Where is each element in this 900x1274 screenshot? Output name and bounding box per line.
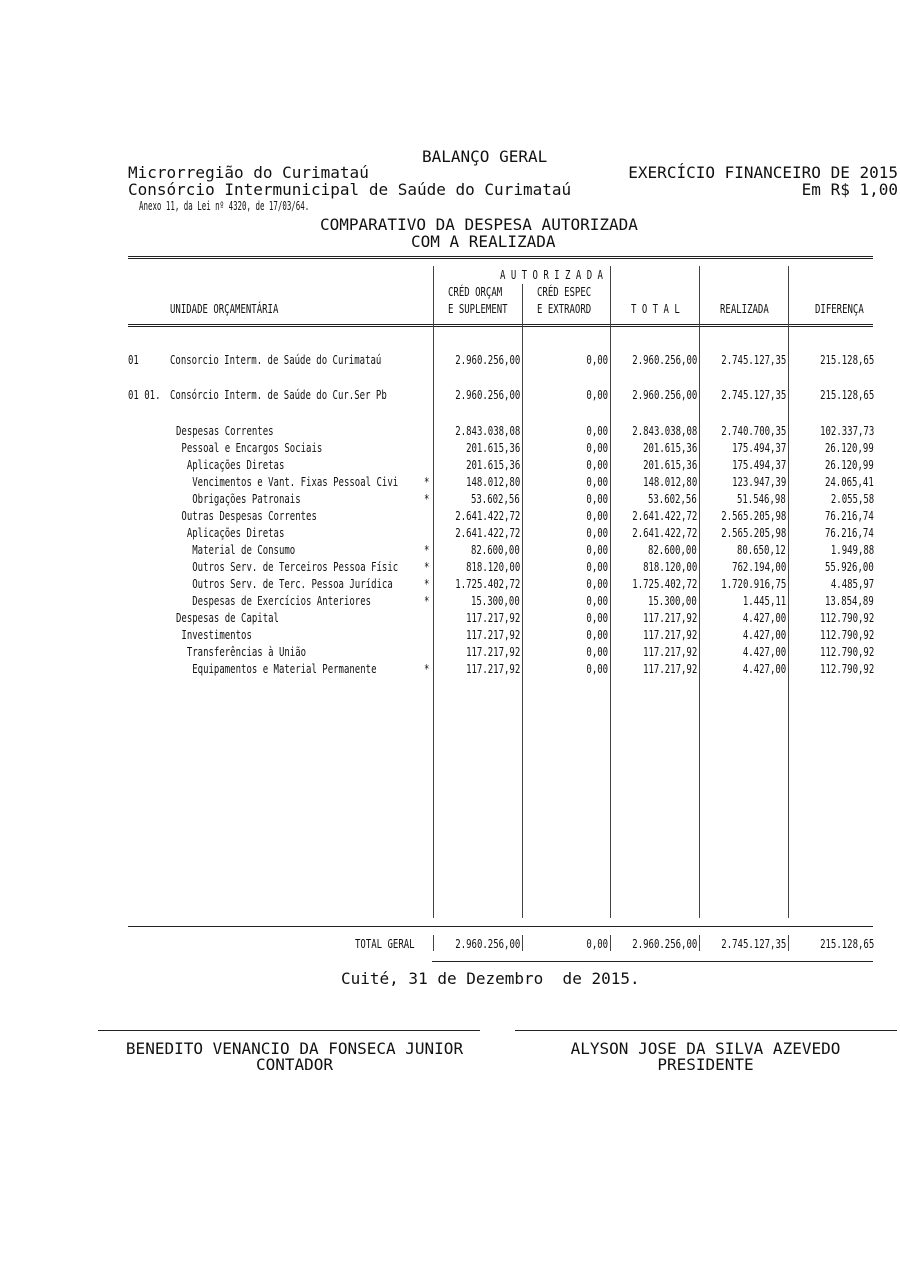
entity-name: Consórcio Intermunicipal de Saúde do Curimataú <box>128 180 572 199</box>
cell-cred-orcam: 53.602,56 <box>471 491 520 506</box>
cell-total: 15.300,00 <box>648 593 697 608</box>
cell-total: 2.843.038,08 <box>631 423 697 438</box>
report-subtitle-2: COM A REALIZADA <box>411 232 556 251</box>
row-marker: * <box>424 542 430 557</box>
cell-realizada: 175.494,37 <box>731 440 786 455</box>
col-divider <box>788 266 789 918</box>
row-label: Aplicações Diretas <box>176 525 285 540</box>
cell-realizada: 4.427,00 <box>742 644 786 659</box>
total-realizada: 2.745.127,35 <box>720 936 786 951</box>
cell-cred-orcam: 1.725.402,72 <box>454 576 520 591</box>
cell-cred-espec: 0,00 <box>586 593 608 608</box>
cell-cred-orcam: 2.843.038,08 <box>454 423 520 438</box>
cell-total: 148.012,80 <box>642 474 697 489</box>
header-cred-espec-2: E EXTRAORD <box>537 301 592 316</box>
header-autorizada: A U T O R I Z A D A <box>500 267 603 282</box>
total-top-rule <box>128 926 873 927</box>
row-marker: * <box>424 474 430 489</box>
entity-region: Microrregião do Curimataú <box>128 163 369 182</box>
row-label: Material de Consumo <box>176 542 296 557</box>
cell-total: 818.120,00 <box>642 559 697 574</box>
cell-cred-espec: 0,00 <box>586 559 608 574</box>
total-label: TOTAL GERAL <box>355 936 415 951</box>
signer2-role: PRESIDENTE <box>657 1055 754 1074</box>
cell-diferenca: 26.120,99 <box>825 457 874 472</box>
cell-total: 117.217,92 <box>642 627 697 642</box>
cell-cred-espec: 0,00 <box>586 387 608 402</box>
row-label: Investimentos <box>176 627 252 642</box>
unit-name: Consórcio Interm. de Saúde do Cur.Ser Pb <box>170 387 387 402</box>
cell-diferenca: 112.790,92 <box>819 644 874 659</box>
cell-total: 2.641.422,72 <box>631 525 697 540</box>
cell-realizada: 2.745.127,35 <box>720 352 786 367</box>
cell-diferenca: 112.790,92 <box>819 610 874 625</box>
row-label: Pessoal e Encargos Sociais <box>176 440 323 455</box>
cell-cred-orcam: 117.217,92 <box>465 627 520 642</box>
cell-diferenca: 26.120,99 <box>825 440 874 455</box>
cell-cred-espec: 0,00 <box>586 440 608 455</box>
col-divider <box>610 935 611 951</box>
row-marker: * <box>424 491 430 506</box>
cell-total: 1.725.402,72 <box>631 576 697 591</box>
cell-cred-espec: 0,00 <box>586 508 608 523</box>
cell-total: 2.641.422,72 <box>631 508 697 523</box>
total-bottom-rule <box>432 961 873 962</box>
signature-line-left <box>98 1030 480 1031</box>
cell-cred-espec: 0,00 <box>586 576 608 591</box>
cell-realizada: 80.650,12 <box>737 542 786 557</box>
row-marker: * <box>424 559 430 574</box>
row-label: Despesas de Exercícios Anteriores <box>176 593 372 608</box>
cell-cred-espec: 0,00 <box>586 474 608 489</box>
row-label: Outros Serv. de Terceiros Pessoa Físic <box>176 559 399 574</box>
cell-diferenca: 4.485,97 <box>830 576 874 591</box>
cell-cred-orcam: 15.300,00 <box>471 593 520 608</box>
cell-total: 201.615,36 <box>642 440 697 455</box>
row-label: Despesas Correntes <box>176 423 274 438</box>
cell-cred-espec: 0,00 <box>586 457 608 472</box>
cell-diferenca: 24.065,41 <box>825 474 874 489</box>
signer1-name: BENEDITO VENANCIO DA FONSECA JUNIOR <box>125 1039 464 1058</box>
col-divider <box>433 935 434 951</box>
header-unidade: UNIDADE ORÇAMENTÁRIA <box>170 301 279 316</box>
header-total: T O T A L <box>631 301 680 316</box>
cell-diferenca: 55.926,00 <box>825 559 874 574</box>
total-diferenca: 215.128,65 <box>819 936 874 951</box>
header-cred-espec-1: CRÉD ESPEC <box>537 284 592 299</box>
col-divider <box>788 935 789 951</box>
unit-code: 01 01. <box>128 387 161 402</box>
cell-realizada: 175.494,37 <box>731 457 786 472</box>
cell-realizada: 51.546,98 <box>737 491 786 506</box>
cell-realizada: 4.427,00 <box>742 627 786 642</box>
header-diferenca: DIFERENÇA <box>815 301 864 316</box>
cell-cred-orcam: 201.615,36 <box>465 440 520 455</box>
col-divider <box>522 284 523 918</box>
cell-cred-espec: 0,00 <box>586 542 608 557</box>
cell-total: 82.600,00 <box>648 542 697 557</box>
row-label: Transferências à União <box>176 644 307 659</box>
cell-diferenca: 215.128,65 <box>819 352 874 367</box>
cell-cred-espec: 0,00 <box>586 627 608 642</box>
signer2-name: ALYSON JOSE DA SILVA AZEVEDO <box>570 1039 841 1058</box>
total-cred-orcam: 2.960.256,00 <box>454 936 520 951</box>
cell-cred-espec: 0,00 <box>586 352 608 367</box>
cell-diferenca: 112.790,92 <box>819 627 874 642</box>
cell-cred-espec: 0,00 <box>586 661 608 676</box>
cell-cred-espec: 0,00 <box>586 525 608 540</box>
cell-total: 117.217,92 <box>642 610 697 625</box>
cell-cred-orcam: 2.641.422,72 <box>454 508 520 523</box>
cell-cred-orcam: 201.615,36 <box>465 457 520 472</box>
cell-diferenca: 1.949,88 <box>830 542 874 557</box>
currency-unit: Em R$ 1,00 <box>801 180 898 199</box>
cell-cred-orcam: 117.217,92 <box>465 610 520 625</box>
cell-realizada: 762.194,00 <box>731 559 786 574</box>
cell-cred-orcam: 2.960.256,00 <box>454 387 520 402</box>
cell-total: 117.217,92 <box>642 661 697 676</box>
table-header-rule <box>128 324 873 327</box>
cell-cred-orcam: 2.641.422,72 <box>454 525 520 540</box>
row-label: Outros Serv. de Terc. Pessoa Jurídica <box>176 576 393 591</box>
cell-diferenca: 2.055,58 <box>830 491 874 506</box>
signer1-role: CONTADOR <box>255 1055 334 1074</box>
cell-total: 2.960.256,00 <box>631 387 697 402</box>
row-label: Outras Despesas Correntes <box>176 508 317 523</box>
header-cred-orcam-1: CRÉD ORÇAM <box>448 284 503 299</box>
cell-diferenca: 112.790,92 <box>819 661 874 676</box>
cell-total: 53.602,56 <box>648 491 697 506</box>
cell-realizada: 2.565.205,98 <box>720 525 786 540</box>
cell-realizada: 4.427,00 <box>742 661 786 676</box>
cell-total: 2.960.256,00 <box>631 352 697 367</box>
cell-cred-espec: 0,00 <box>586 423 608 438</box>
cell-diferenca: 13.854,89 <box>825 593 874 608</box>
row-label: Obrigações Patronais <box>176 491 301 506</box>
cell-realizada: 123.947,39 <box>731 474 786 489</box>
place-date: Cuité, 31 de Dezembro de 2015. <box>341 969 640 988</box>
table-top-rule <box>128 256 873 259</box>
report-subtitle-1: COMPARATIVO DA DESPESA AUTORIZADA <box>320 215 638 234</box>
cell-realizada: 1.720.916,75 <box>720 576 786 591</box>
cell-realizada: 2.740.700,35 <box>720 423 786 438</box>
cell-cred-orcam: 2.960.256,00 <box>454 352 520 367</box>
fiscal-year: EXERCÍCIO FINANCEIRO DE 2015 <box>628 163 898 182</box>
row-label: Despesas de Capital <box>176 610 279 625</box>
cell-cred-espec: 0,00 <box>586 491 608 506</box>
col-divider <box>699 935 700 951</box>
report-title: BALANÇO GERAL <box>422 147 548 166</box>
cell-cred-espec: 0,00 <box>586 644 608 659</box>
cell-diferenca: 76.216,74 <box>825 508 874 523</box>
cell-realizada: 2.565.205,98 <box>720 508 786 523</box>
col-divider <box>522 935 523 951</box>
cell-total: 201.615,36 <box>642 457 697 472</box>
row-marker: * <box>424 576 430 591</box>
unit-name: Consorcio Interm. de Saúde do Curimataú <box>170 352 382 367</box>
cell-realizada: 1.445,11 <box>742 593 786 608</box>
total-cred-espec: 0,00 <box>586 936 608 951</box>
cell-cred-orcam: 117.217,92 <box>465 644 520 659</box>
header-realizada: REALIZADA <box>720 301 769 316</box>
unit-code: 01 <box>128 352 139 367</box>
total-total: 2.960.256,00 <box>631 936 697 951</box>
cell-cred-espec: 0,00 <box>586 610 608 625</box>
cell-realizada: 4.427,00 <box>742 610 786 625</box>
row-marker: * <box>424 661 430 676</box>
cell-cred-orcam: 117.217,92 <box>465 661 520 676</box>
cell-cred-orcam: 82.600,00 <box>471 542 520 557</box>
col-divider <box>699 266 700 918</box>
col-divider <box>610 266 611 918</box>
row-label: Equipamentos e Material Permanente <box>176 661 377 676</box>
law-reference: Anexo 11, da Lei nº 4320, de 17/03/64. <box>139 199 310 213</box>
header-cred-orcam-2: E SUPLEMENT <box>448 301 508 316</box>
cell-diferenca: 102.337,73 <box>819 423 874 438</box>
row-label: Vencimentos e Vant. Fixas Pessoal Civi <box>176 474 399 489</box>
cell-total: 117.217,92 <box>642 644 697 659</box>
signature-line-right <box>515 1030 897 1031</box>
cell-diferenca: 215.128,65 <box>819 387 874 402</box>
row-label: Aplicações Diretas <box>176 457 285 472</box>
col-divider <box>433 266 434 918</box>
cell-diferenca: 76.216,74 <box>825 525 874 540</box>
cell-realizada: 2.745.127,35 <box>720 387 786 402</box>
cell-cred-orcam: 818.120,00 <box>465 559 520 574</box>
row-marker: * <box>424 593 430 608</box>
cell-cred-orcam: 148.012,80 <box>465 474 520 489</box>
